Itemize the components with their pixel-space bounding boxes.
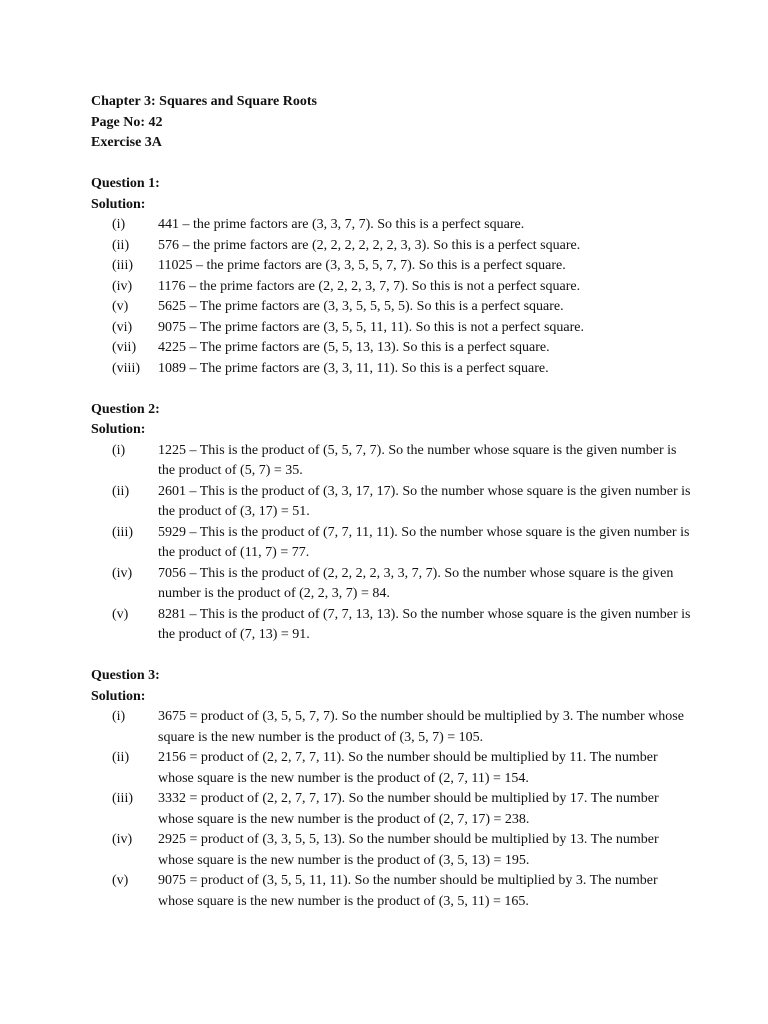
item-text: 9075 – The prime factors are (3, 5, 5, 11, 11). So this is not a perfect square.: [158, 319, 584, 335]
item-text: 1225 – This is the product of (5, 5, 7, 7). So the number whose square is the given number is the product of (5, 7) = 35.: [158, 442, 677, 478]
list-item: [91, 338, 691, 359]
solution-label: Solution:: [91, 688, 146, 704]
document-header: [91, 92, 691, 154]
question-title: Question 3:: [91, 668, 160, 683]
item-text: 3332 = product of (2, 2, 7, 7, 17). So the number should be multiplied by 17. The number whose square is the new number is the product of (2, 7, 17) = 238.: [158, 791, 659, 827]
item-number: (iv): [112, 832, 133, 847]
item-text: 7056 – This is the product of (2, 2, 2, 2, 3, 3, 7, 7). So the number whose square is the given number is the product of (2, 2, 3, 7) = 84.: [158, 565, 674, 601]
item-text: 1089 – The prime factors are (3, 3, 11, 11). So this is a perfect square.: [158, 360, 549, 376]
list-item: [91, 523, 691, 564]
list-item: [91, 789, 691, 830]
item-text: 441 – the prime factors are (3, 3, 7, 7). So this is a perfect square.: [158, 217, 525, 232]
item-text: 2925 = product of (3, 3, 5, 5, 13). So the number should be multiplied by 13. The number whose square is the new number is the product of (3, 5, 13) = 195.: [158, 832, 659, 868]
list-item: [91, 277, 691, 298]
solution-label: Solution:: [91, 196, 146, 212]
list-item: [91, 297, 691, 318]
list-item: [91, 830, 691, 871]
item-number: (vi): [112, 319, 133, 335]
list-item: [91, 256, 691, 277]
question-1: [91, 174, 691, 379]
list-item: [91, 482, 691, 523]
item-number: (v): [112, 873, 129, 888]
item-text: 11025 – the prime factors are (3, 3, 5, 5, 7, 7). So this is a perfect square.: [158, 258, 566, 273]
item-text: 8281 – This is the product of (7, 7, 13, 13). So the number whose square is the given number is the product of (7, 13) = 91.: [158, 606, 691, 642]
list-item: [91, 605, 691, 646]
solution-list: [91, 441, 691, 646]
item-number: (i): [112, 442, 126, 458]
item-number: (ii): [112, 483, 130, 499]
item-number: (v): [112, 299, 129, 314]
list-item: [91, 707, 691, 748]
item-number: (iv): [112, 278, 133, 294]
item-text: 2601 – This is the product of (3, 3, 17, 17). So the number whose square is the given number is the product of (3, 17) = 51.: [158, 483, 691, 519]
item-number: (vii): [112, 340, 137, 355]
chapter-title: Chapter 3: Squares and Square Roots: [91, 94, 317, 109]
item-number: (ii): [112, 750, 130, 765]
list-item: [91, 748, 691, 789]
item-number: (v): [112, 606, 129, 622]
item-text: 2156 = product of (2, 2, 7, 7, 11). So the number should be multiplied by 11. The number whose square is the new number is the product of (2, 7, 11) = 154.: [158, 750, 658, 786]
solution-list: [91, 215, 691, 379]
question-3: [91, 666, 691, 912]
list-item: [91, 236, 691, 257]
exercise-title: Exercise 3A: [91, 135, 162, 150]
item-text: 1176 – the prime factors are (2, 2, 2, 3, 7, 7). So this is not a perfect square.: [158, 278, 581, 294]
item-number: (iv): [112, 565, 133, 581]
item-number: (i): [112, 217, 126, 232]
list-item: [91, 318, 691, 339]
list-item: [91, 871, 691, 912]
question-title: Question 2:: [91, 401, 160, 417]
page-number: Page No: 42: [91, 114, 163, 130]
solution-label: Solution:: [91, 422, 146, 437]
solution-list: [91, 707, 691, 912]
item-text: 4225 – The prime factors are (5, 5, 13, 13). So this is a perfect square.: [158, 340, 550, 355]
question-title: Question 1:: [91, 176, 160, 191]
list-item: [91, 564, 691, 605]
list-item: [91, 215, 691, 236]
item-number: (iii): [112, 524, 133, 540]
item-number: (iii): [112, 258, 133, 273]
item-text: 3675 = product of (3, 5, 5, 7, 7). So the number should be multiplied by 3. The number whose square is the new number is the product of (3, 5, 7) = 105.: [158, 709, 684, 745]
document-content: [91, 92, 691, 912]
item-text: 5625 – The prime factors are (3, 3, 5, 5, 5, 5). So this is a perfect square.: [158, 299, 564, 314]
item-number: (iii): [112, 791, 133, 806]
list-item: [91, 359, 691, 380]
item-number: (ii): [112, 237, 130, 253]
question-2: [91, 400, 691, 646]
item-text: 5929 – This is the product of (7, 7, 11, 11). So the number whose square is the given number is the product of (11, 7) = 77.: [158, 524, 690, 560]
list-item: [91, 441, 691, 482]
item-number: (i): [112, 709, 126, 724]
item-number: (viii): [112, 360, 140, 376]
item-text: 576 – the prime factors are (2, 2, 2, 2, 2, 2, 3, 3). So this is a perfect square.: [158, 237, 581, 253]
item-text: 9075 = product of (3, 5, 5, 11, 11). So the number should be multiplied by 3. The number whose square is the new number is the product of (3, 5, 11) = 165.: [158, 873, 658, 909]
